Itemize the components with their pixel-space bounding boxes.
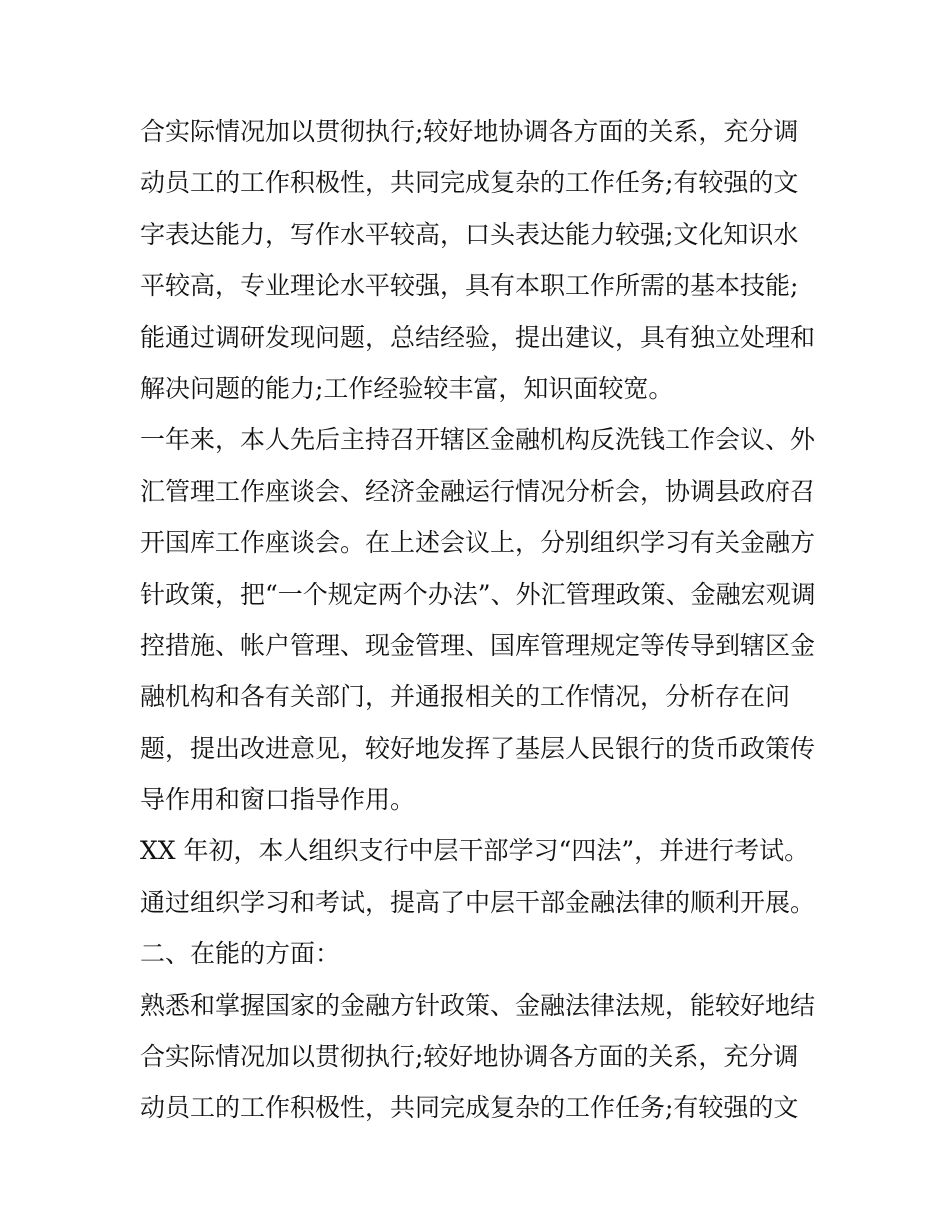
text-line-16: 通过组织学习和考试，提高了中层干部金融法律的顺利开展。	[140, 887, 816, 917]
text-line-8: 汇管理工作座谈会、经济金融运行情况分析会，协调县政府召	[140, 476, 816, 506]
text-line-6: 解决问题的能力;工作经验较丰富，知识面较宽。	[140, 373, 674, 403]
text-line-17: 二、在能的方面：	[140, 939, 341, 969]
text-line-15: XX 年初，本人组织支行中层干部学习“四法”，并进行考试。	[140, 836, 810, 866]
document-body	[140, 106, 820, 1134]
text-line-4: 平较高，专业理论水平较强，具有本职工作所需的基本技能;	[140, 271, 799, 301]
text-line-20: 动员工的工作积极性，共同完成复杂的工作任务;有较强的文	[140, 1093, 799, 1123]
text-line-18: 熟悉和掌握国家的金融方针政策、金融法律法规，能较好地结	[140, 990, 816, 1020]
text-line-2: 动员工的工作积极性，共同完成复杂的工作任务;有较强的文	[140, 168, 799, 198]
text-line-11: 控措施、帐户管理、现金管理、国库管理规定等传导到辖区金	[140, 630, 816, 660]
text-line-14: 导作用和窗口指导作用。	[140, 785, 416, 815]
text-line-13: 题，提出改进意见，较好地发挥了基层人民银行的货币政策传	[140, 733, 816, 763]
text-line-10: 针政策，把“一个规定两个办法”、外汇管理政策、金融宏观调	[140, 579, 816, 609]
text-line-9: 开国库工作座谈会。在上述会议上，分别组织学习有关金融方	[140, 528, 816, 558]
text-line-7: 一年来，本人先后主持召开辖区金融机构反洗钱工作会议、外	[140, 425, 816, 455]
text-line-12: 融机构和各有关部门，并通报相关的工作情况，分析存在问	[140, 682, 791, 712]
text-line-5: 能通过调研发现问题，总结经验，提出建议，具有独立处理和	[140, 322, 816, 352]
text-line-3: 字表达能力，写作水平较高，口头表达能力较强;文化知识水	[140, 219, 799, 249]
text-line-1: 合实际情况加以贯彻执行;较好地协调各方面的关系，充分调	[140, 117, 799, 146]
text-line-19: 合实际情况加以贯彻执行;较好地协调各方面的关系，充分调	[140, 1042, 799, 1072]
